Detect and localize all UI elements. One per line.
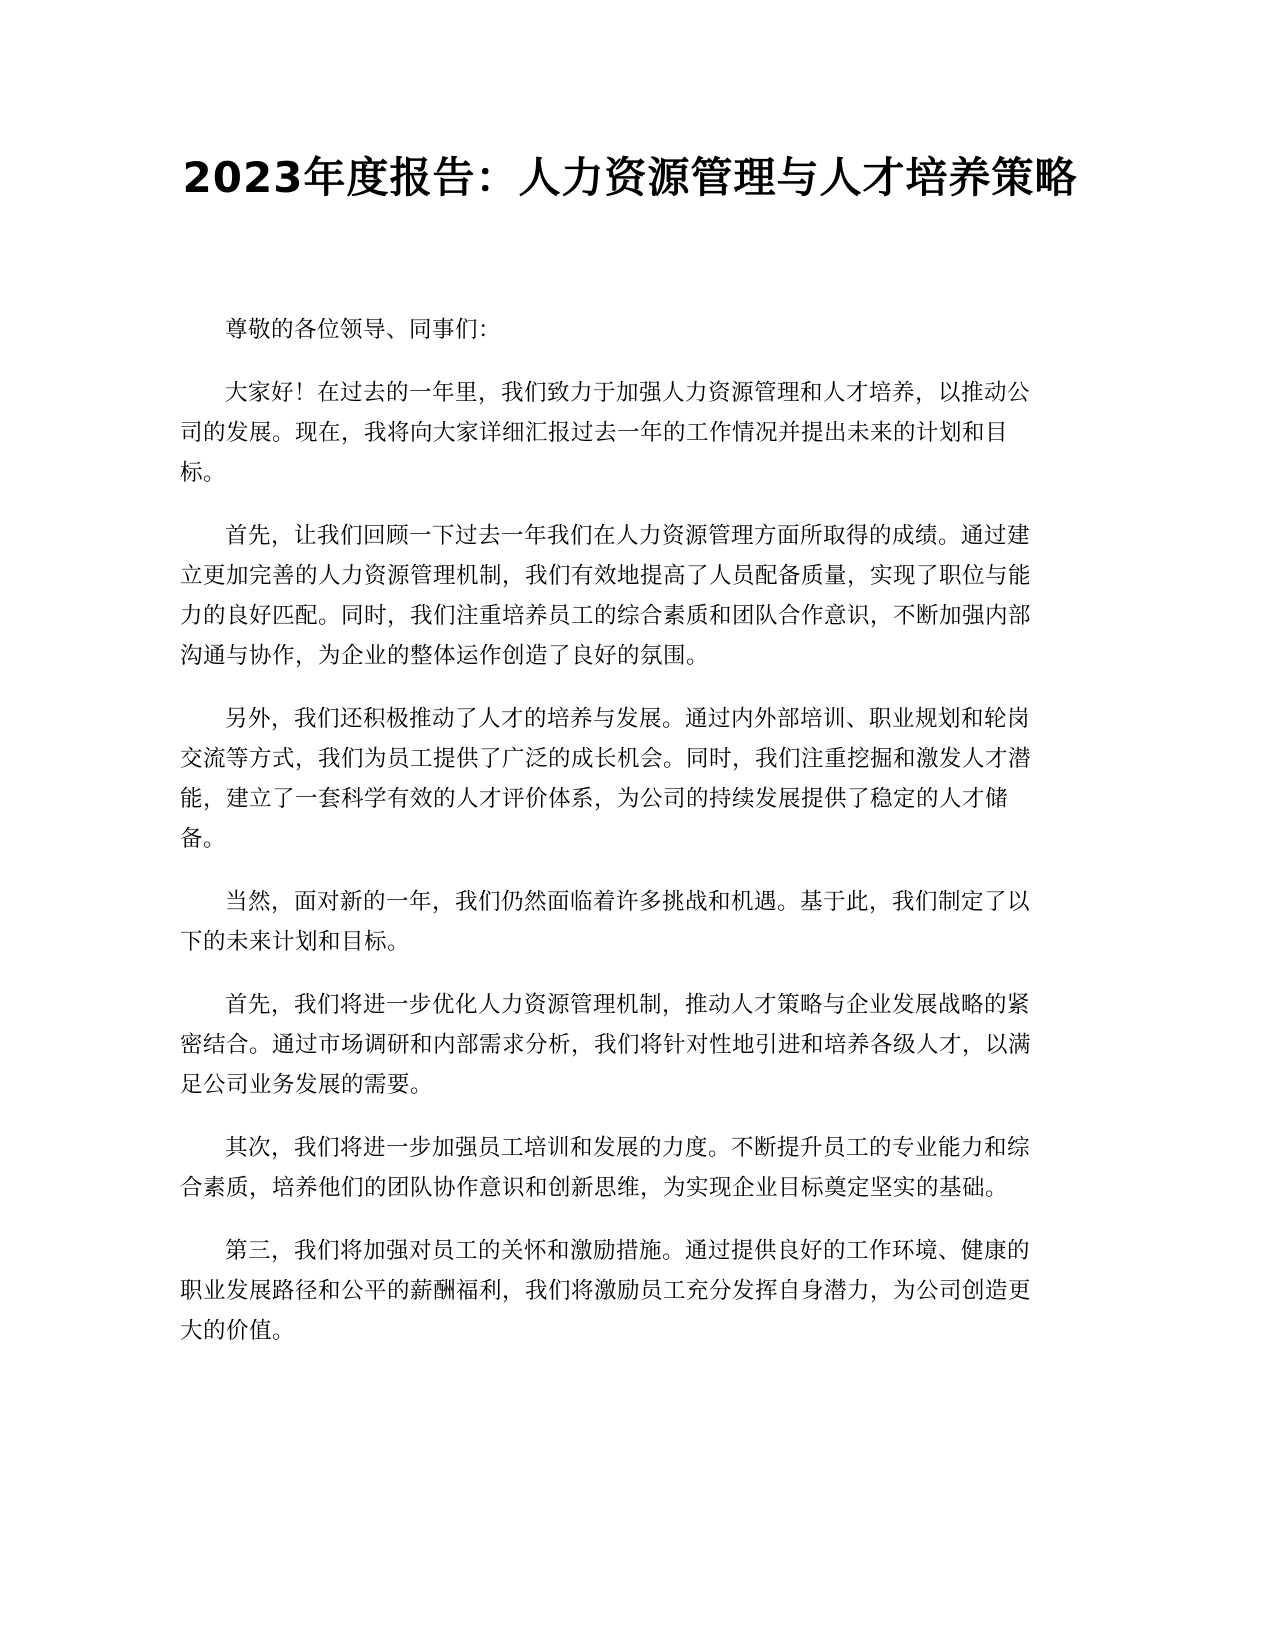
body-paragraph: 当然，面对新的一年，我们仍然面临着许多挑战和机遇。基于此，我们制定了以下的未来计划和目标。 <box>180 889 1031 955</box>
body-paragraph: 另外，我们还积极推动了人才的培养与发展。通过内外部培训、职业规划和轮岗交流等方式，我们为员工提供了广泛的成长机会。同时，我们注重挖掘和激发人才潜能，建立了一套科学有效的人才评价体系，为公司的持续发展提供了稳定的人才储备。 <box>180 706 1032 852</box>
body-paragraph: 其次，我们将进一步加强员工培训和发展的力度。不断提升员工的专业能力和综合素质，培养他们的团队协作意识和创新思维，为实现企业目标奠定坚实的基础。 <box>180 1135 1031 1201</box>
document-title: 2023年度报告：人力资源管理与人才培养策略 <box>182 153 1078 202</box>
body-paragraph: 第三，我们将加强对员工的关怀和激励措施。通过提供良好的工作环境、健康的职业发展路径和公平的薪酬福利，我们将激励员工充分发挥自身潜力，为公司创造更大的价值。 <box>180 1238 1032 1344</box>
body-paragraph: 首先，我们将进一步优化人力资源管理机制，推动人才策略与企业发展战略的紧密结合。通过市场调研和内部需求分析，我们将针对性地引进和培养各级人才，以满足公司业务发展的需要。 <box>180 992 1032 1098</box>
salutation-paragraph: 尊敬的各位领导、同事们： <box>225 317 502 343</box>
body-paragraph: 大家好！在过去的一年里，我们致力于加强人力资源管理和人才培养，以推动公司的发展。现在，我将向大家详细汇报过去一年的工作情况并提出未来的计划和目标。 <box>180 380 1031 486</box>
document-body <box>180 310 1042 1374</box>
body-paragraph: 首先，让我们回顾一下过去一年我们在人力资源管理方面所取得的成绩。通过建立更加完善的人力资源管理机制，我们有效地提高了人员配备质量，实现了职位与能力的良好匹配。同时，我们注重培养员工的综合素质和团队合作意识，不断加强内部沟通与协作，为企业的整体运作创造了良好的氛围。 <box>180 523 1032 669</box>
